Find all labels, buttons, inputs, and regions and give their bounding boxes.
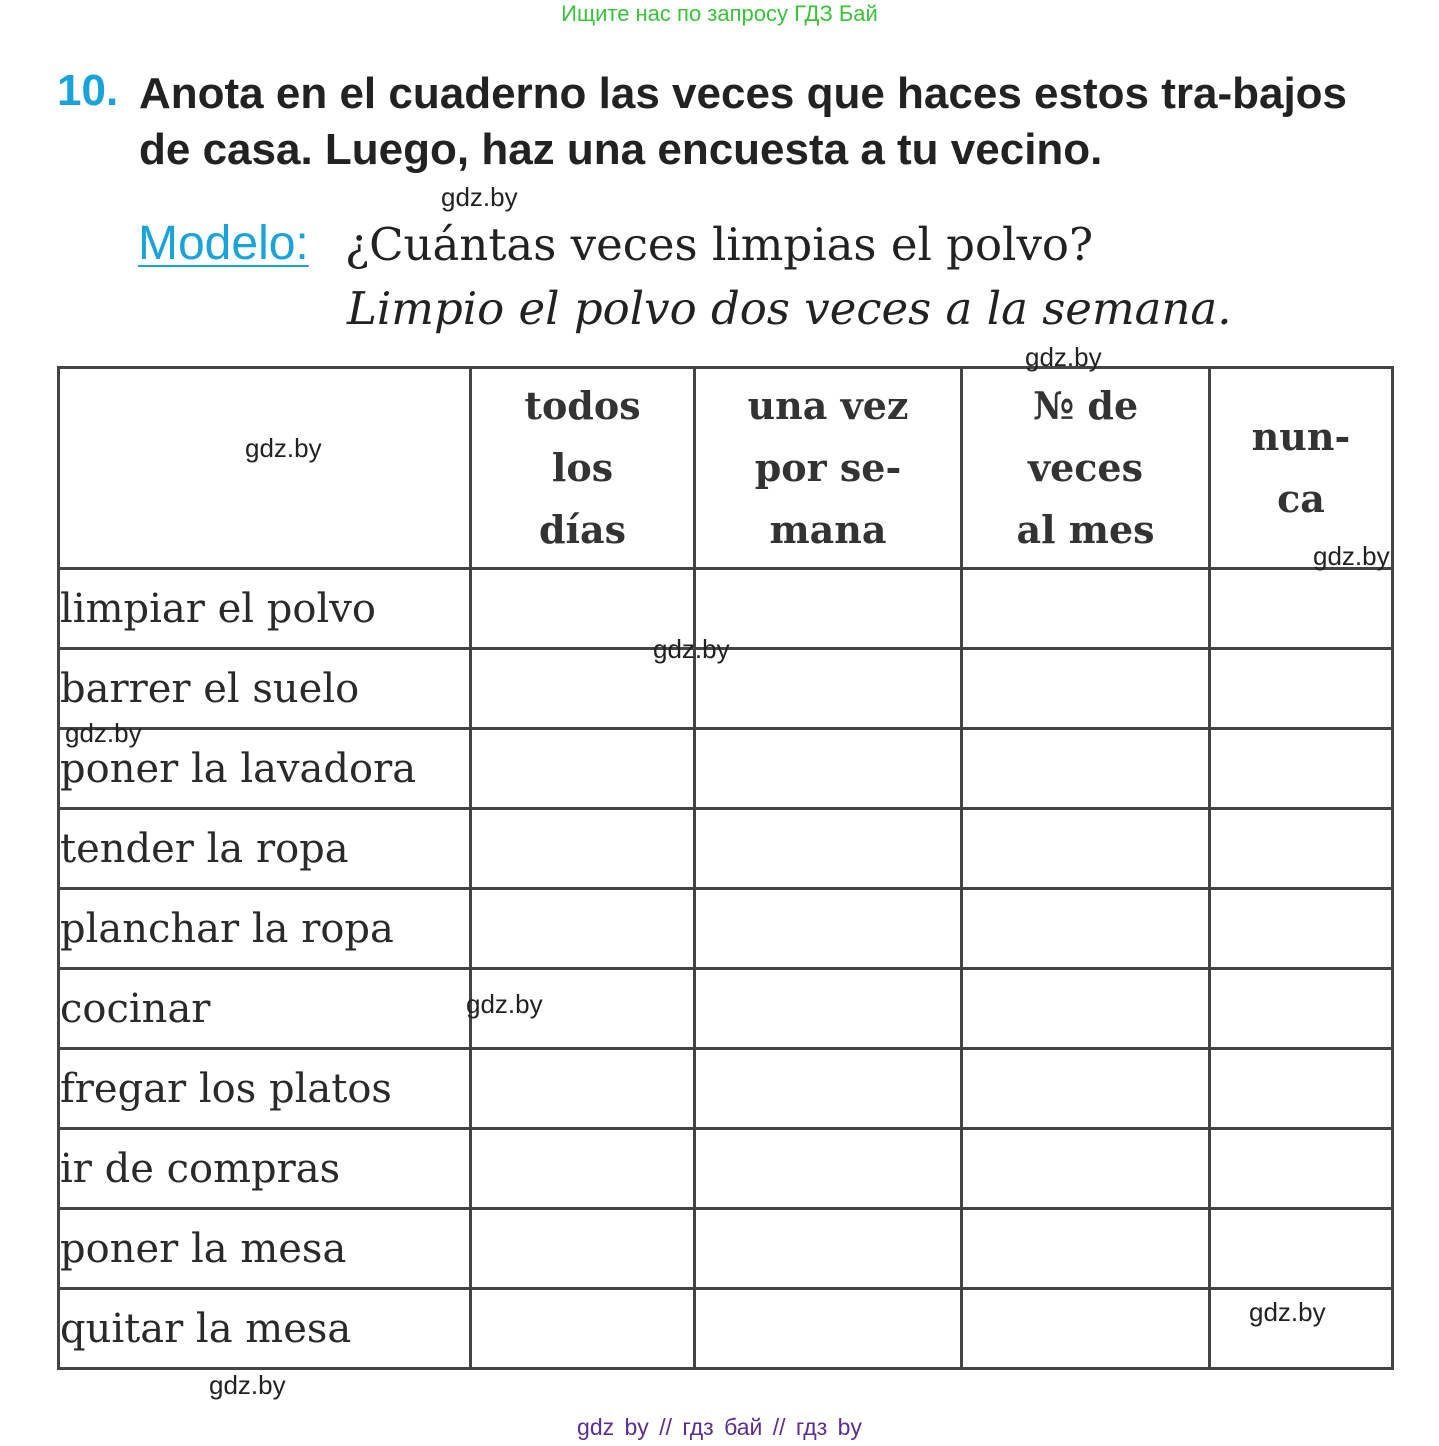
exercise-number: 10. xyxy=(57,66,119,115)
watermark: gdz.by xyxy=(466,989,543,1019)
chores-table xyxy=(57,366,1394,1370)
exercise-instruction: Anota en el cuaderno las veces que haces estos tra-bajos de casa. Luego, haz una encuesta a tu vecino. xyxy=(139,69,1348,174)
header-once-a-week: una vez por se-mana xyxy=(695,368,962,569)
answer-cell xyxy=(471,729,695,809)
answer-cell xyxy=(1210,969,1393,1049)
answer-cell xyxy=(695,809,962,889)
row-label: planchar la ropa xyxy=(59,889,471,969)
answer-cell xyxy=(962,569,1210,649)
answer-cell xyxy=(962,1049,1210,1129)
table-header-row xyxy=(59,368,1393,569)
answer-cell xyxy=(695,1129,962,1209)
row-label: poner la mesa xyxy=(59,1209,471,1289)
answer-cell xyxy=(695,969,962,1049)
table-row xyxy=(59,1289,1393,1369)
answer-cell xyxy=(1210,889,1393,969)
top-banner: Ищите нас по запросу ГДЗ Бай xyxy=(561,1,878,26)
answer-cell xyxy=(695,729,962,809)
watermark: gdz.by xyxy=(1025,342,1102,372)
model-question: ¿Cuántas veces limpias el polvo? xyxy=(345,218,1094,271)
model-answer: Limpio el polvo dos veces a la semana. xyxy=(347,282,1232,335)
answer-cell xyxy=(471,889,695,969)
watermark: gdz.by xyxy=(653,634,730,664)
table-row xyxy=(59,809,1393,889)
answer-cell xyxy=(695,1289,962,1369)
row-label: quitar la mesa xyxy=(59,1289,471,1369)
answer-cell xyxy=(695,569,962,649)
row-label: barrer el suelo xyxy=(59,649,471,729)
answer-cell xyxy=(471,809,695,889)
answer-cell xyxy=(1210,729,1393,809)
table-row xyxy=(59,969,1393,1049)
answer-cell xyxy=(471,1129,695,1209)
watermark: gdz.by xyxy=(441,182,518,212)
table-row xyxy=(59,1049,1393,1129)
answer-cell xyxy=(1210,1049,1393,1129)
watermark: gdz.by xyxy=(1249,1297,1326,1327)
header-empty-cell xyxy=(59,368,471,569)
answer-cell xyxy=(1210,1129,1393,1209)
answer-cell xyxy=(962,809,1210,889)
watermark: gdz.by xyxy=(209,1370,286,1400)
table-row xyxy=(59,1209,1393,1289)
answer-cell xyxy=(1210,649,1393,729)
answer-cell xyxy=(695,889,962,969)
answer-cell xyxy=(962,1209,1210,1289)
watermark: gdz.by xyxy=(1313,541,1390,571)
answer-cell xyxy=(962,1289,1210,1369)
header-never: nun-ca xyxy=(1210,368,1393,569)
answer-cell xyxy=(962,889,1210,969)
row-label: poner la lavadora xyxy=(59,729,471,809)
header-every-day: todos los días xyxy=(471,368,695,569)
answer-cell xyxy=(962,729,1210,809)
answer-cell xyxy=(1210,1209,1393,1289)
table-row xyxy=(59,889,1393,969)
answer-cell xyxy=(471,1289,695,1369)
watermark: gdz.by xyxy=(65,718,142,748)
answer-cell xyxy=(1210,569,1393,649)
answer-cell xyxy=(471,1209,695,1289)
row-label: tender la ropa xyxy=(59,809,471,889)
row-label: cocinar xyxy=(59,969,471,1049)
watermark: gdz.by xyxy=(245,433,322,463)
answer-cell xyxy=(962,969,1210,1049)
answer-cell xyxy=(471,1049,695,1129)
answer-cell xyxy=(962,649,1210,729)
row-label: ir de compras xyxy=(59,1129,471,1209)
row-label: fregar los platos xyxy=(59,1049,471,1129)
footer-watermark: gdz by // гдз бай // гдз by xyxy=(577,1414,862,1440)
answer-cell xyxy=(1210,809,1393,889)
model-label: Modelo: xyxy=(138,217,309,270)
answer-cell xyxy=(695,1209,962,1289)
answer-cell xyxy=(695,1049,962,1129)
header-times-per-month: № de veces al mes xyxy=(962,368,1210,569)
answer-cell xyxy=(962,1129,1210,1209)
table-row xyxy=(59,729,1393,809)
answer-cell xyxy=(695,649,962,729)
table-row xyxy=(59,1129,1393,1209)
row-label: limpiar el polvo xyxy=(59,569,471,649)
